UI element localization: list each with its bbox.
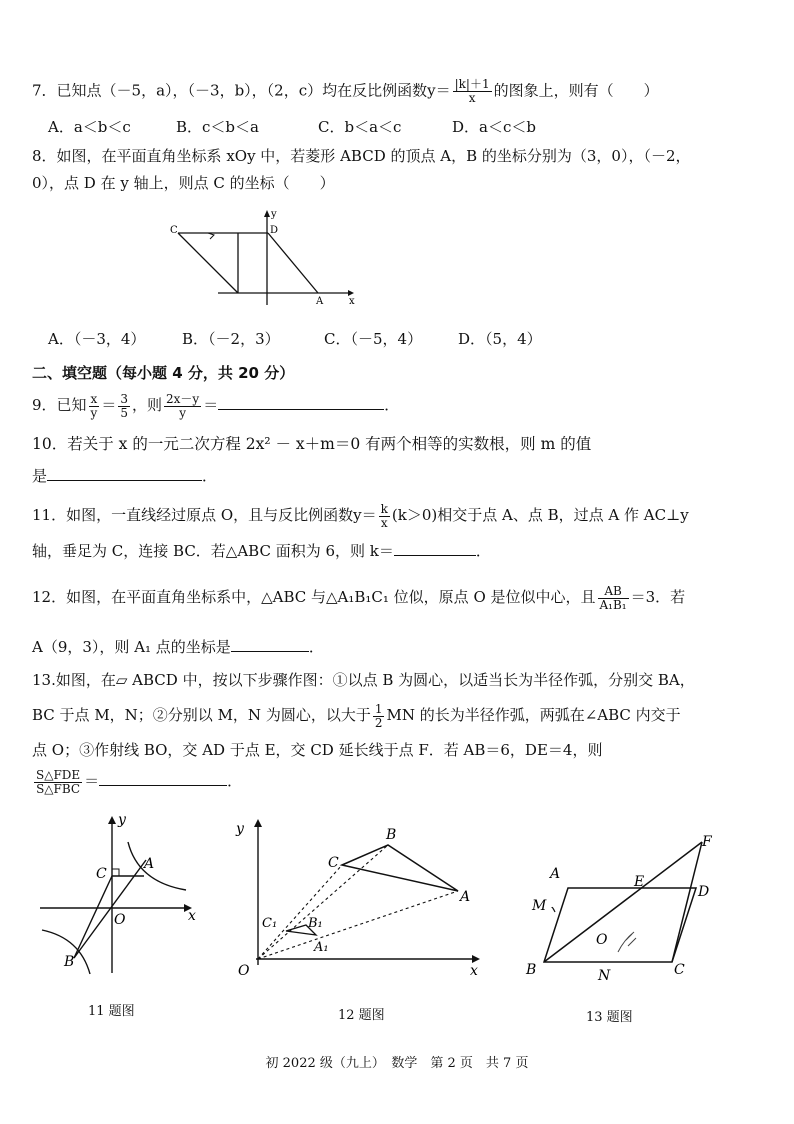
fig13-construction-marks (626, 934, 636, 946)
q13-line3: 点 O；③作射线 BO，交 AD 于点 E，交 CD 延长线于点 F．若 AB＝6，DE＝4，则 (32, 741, 603, 759)
fig13-label-b: B (526, 962, 537, 978)
q9-expr-den: y (179, 405, 186, 420)
fig13-cd-extension (672, 842, 702, 962)
q11-answer-blank[interactable] (394, 541, 476, 556)
q13-line4 (32, 766, 762, 796)
q12-line1-before: 12．如图，在平面直角坐标系中，△ABC 与△A₁B₁C₁ 位似，原点 O 是位似中心，且 (32, 588, 596, 606)
fig11-hyperbola-q1 (128, 842, 186, 890)
section-2-heading: 二、填空题（每小题 4 分，共 20 分） (32, 364, 295, 382)
q9-given-lhs-den: y (90, 405, 98, 420)
q13-ratio-num: S△FDE (36, 767, 81, 782)
q12-ratio-fraction (598, 585, 629, 612)
q8-option-c: C．（－5，4） (324, 330, 423, 348)
q8-side-cb (178, 233, 238, 293)
q10-line1: 10．若关于 x 的一元二次方程 2x² － x＋m＝0 有两个相等的实数根，则 m 的值 (32, 435, 592, 453)
q13-line1: 13.如图，在▱ ABCD 中，按以下步骤作图：①以点 B 为圆心，以适当长为半径作弧，分别交 BA， (32, 671, 695, 689)
q7-func-denominator: x (468, 91, 476, 105)
q9-end: ． (384, 396, 400, 414)
q11-line2-end: ． (475, 542, 491, 560)
fig12-label-y: y (236, 821, 244, 837)
fig13-label-o: O (596, 932, 608, 948)
q13-line2-after: MN 的长为半径作弧，两弧在∠ABC 内交于 (386, 706, 681, 724)
fig12-label-c: C (328, 855, 339, 871)
q9-given-den: 5 (120, 405, 128, 420)
q12-line2-end: ． (308, 638, 324, 656)
fig12-label-o: O (238, 963, 250, 979)
fig11-label-o: O (114, 912, 126, 928)
q7-option-a: A．a＜b＜c (48, 118, 131, 136)
q13-answer-blank[interactable] (99, 771, 227, 786)
fig12-label-a: A (460, 889, 471, 905)
fig12-label-c1: C₁ (262, 916, 278, 931)
q8-label-c: C (170, 225, 178, 236)
q12-line2-prefix: A（9，3），则 A₁ 点的坐标是 (32, 638, 231, 656)
q8-line2: 0），点 D 在 y 轴上，则点 C 的坐标（ ） (32, 174, 335, 192)
fig13-diagram (522, 828, 732, 988)
q10-answer-blank[interactable] (47, 466, 202, 481)
fig13-label-a: A (550, 866, 561, 882)
fig12-x-arrow (472, 955, 480, 963)
q11-func-num: k (380, 501, 388, 516)
q9-given-lhs (89, 393, 100, 420)
fig12-triangle-abc (342, 845, 458, 891)
q9-given-num: 3 (120, 391, 128, 406)
fig11-diagram (36, 808, 206, 978)
q8-line1: 8．如图，在平面直角坐标系 xOy 中，若菱形 ABCD 的顶点 A，B 的坐标分别为（3，0），（－2， (32, 147, 691, 165)
fig13-arc-m (552, 908, 555, 913)
q9-given-lhs-num: x (90, 391, 98, 406)
q7-function-fraction (453, 78, 492, 105)
q8-label-a: A (316, 296, 324, 305)
q11-line2 (32, 540, 762, 562)
q12-line1-after: ＝3．若 (630, 588, 686, 606)
fig13-label-n: N (598, 968, 611, 984)
q7-text-before: 7．已知点（－5，a），（－3，b），（2，c）均在反比例函数 (32, 81, 428, 100)
q13-half-fraction (373, 703, 385, 730)
fig11-caption: 11 题图 (88, 1004, 135, 1019)
q9-stem (32, 390, 762, 420)
fig12-label-b: B (386, 827, 397, 843)
q8-right-angle-mark (208, 233, 214, 239)
q8-label-y: y (271, 209, 277, 220)
fig13-caption: 13 题图 (586, 1010, 633, 1025)
q8-side-da (268, 233, 318, 293)
q8-option-b: B．（－2，3） (182, 330, 280, 348)
fig12-diagram (230, 815, 490, 980)
q12-line2 (32, 636, 762, 658)
q9-expr-fraction (164, 393, 201, 420)
fig11-label-x: x (188, 908, 196, 924)
q7-text-after: 的图象上，则有（ ） (493, 81, 659, 100)
q12-line1 (32, 582, 762, 612)
q11-func-cond: (k＞0) (391, 506, 438, 524)
q13-half-den: 2 (374, 715, 383, 730)
q10-line2-prefix: 是 (32, 467, 48, 485)
q7-option-c: C．b＜a＜c (318, 118, 402, 136)
q11-func-fraction (379, 503, 390, 530)
q11-func-prefix: y＝ (353, 506, 377, 524)
q8-option-d: D．（5，4） (458, 330, 542, 348)
q8-rhombus-figure (168, 205, 368, 305)
fig11-label-b: B (64, 954, 75, 970)
fig12-label-b1: B₁ (308, 916, 323, 931)
page-footer: 初 2022 级（九上） 数学 第 2 页 共 7 页 (265, 1056, 529, 1071)
fig12-label-x: x (470, 963, 478, 979)
q7-option-b: B．c＜b＜a (176, 118, 259, 136)
q9-prefix: 9．已知 (32, 396, 87, 414)
fig13-label-f: F (702, 834, 712, 850)
fig11-right-angle-mark (112, 869, 119, 876)
q7-stem (32, 78, 762, 105)
q12-ratio-den: A₁B₁ (599, 597, 627, 612)
fig11-label-c: C (96, 866, 107, 882)
q8-y-arrow (264, 210, 270, 217)
fig11-label-a: A (144, 856, 155, 872)
q9-expr-num: 2x－y (166, 391, 200, 406)
fig12-ray-oa (258, 891, 458, 959)
q7-func-numerator: |k|＋1 (454, 77, 490, 91)
q9-eq: ＝ (203, 396, 219, 414)
fig11-line-bc (74, 876, 112, 958)
q13-eq: ＝ (84, 772, 100, 790)
fig13-label-e: E (634, 874, 645, 890)
fig11-y-arrow (108, 816, 116, 824)
q9-given-fraction (118, 393, 130, 420)
q8-option-a: A．（－3，4） (48, 330, 146, 348)
fig12-label-a1: A₁ (314, 940, 329, 955)
fig11-line-ab (74, 860, 146, 958)
fig11-label-y: y (118, 812, 126, 828)
fig13-label-c: C (674, 962, 685, 978)
q13-area-ratio (34, 769, 82, 796)
q11-func-den: x (380, 515, 388, 530)
q11-line1-before: 11．如图，一直线经过原点 O，且与反比例函数 (32, 506, 354, 524)
q8-label-d: D (270, 225, 279, 236)
q7-option-d: D．a＜c＜b (452, 118, 536, 136)
q11-line2-prefix: 轴，垂足为 C，连接 BC．若△ABC 面积为 6，则 k＝ (32, 542, 394, 560)
q13-end: ． (227, 772, 243, 790)
q10-line2 (32, 465, 762, 487)
fig13-label-m: M (532, 898, 547, 914)
q12-ratio-num: AB (598, 585, 629, 599)
fig13-parallelogram-abcd (544, 888, 696, 962)
q12-answer-blank[interactable] (231, 637, 309, 652)
q13-line2 (32, 700, 762, 730)
q9-given-eq: ＝ (101, 396, 117, 414)
fig13-label-d: D (698, 884, 710, 900)
q9-mid: ，则 (131, 396, 162, 414)
q13-line2-before: BC 于点 M，N；②分别以 M，N 为圆心，以大于 (32, 706, 371, 724)
q7-func-prefix: y＝ (427, 81, 451, 100)
q10-line2-end: ． (202, 467, 218, 485)
q9-answer-blank[interactable] (218, 395, 384, 410)
q8-label-x: x (349, 296, 355, 305)
fig12-caption: 12 题图 (338, 1008, 385, 1023)
fig12-y-arrow (254, 819, 262, 827)
q11-line1-after: 相交于点 A、点 B，过点 A 作 AC⊥y (437, 506, 689, 524)
q13-half-num: 1 (374, 701, 383, 716)
q11-line1 (32, 500, 762, 530)
q13-ratio-den: S△FBC (36, 781, 81, 796)
